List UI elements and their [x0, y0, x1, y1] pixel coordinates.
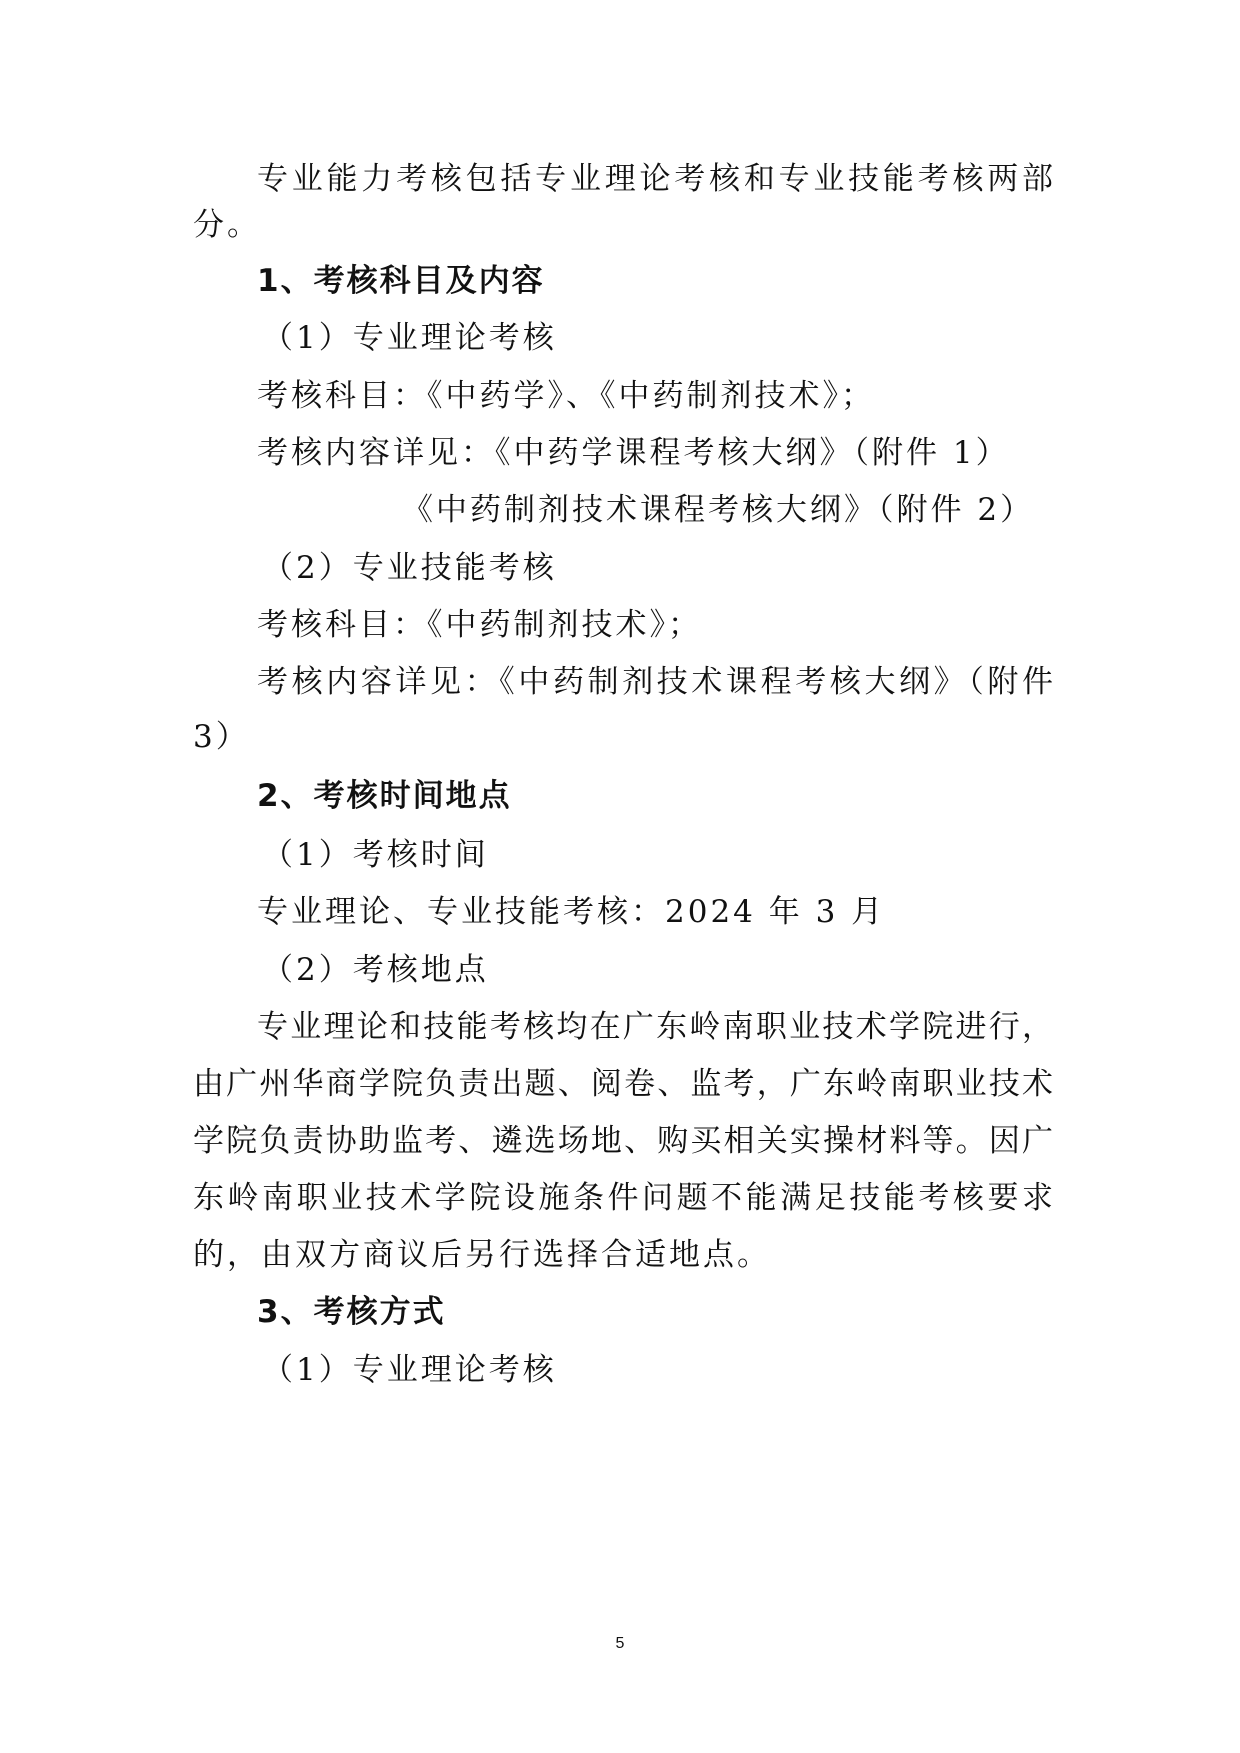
- paragraph-line: 的，由双方商议后另行选择合适地点。: [193, 1237, 771, 1273]
- subsection-heading: （1）考核时间: [262, 837, 489, 873]
- paragraph-line: 分。: [193, 207, 261, 243]
- section-heading: 2、考核时间地点: [257, 778, 512, 814]
- paragraph-line: 学院负责协助监考、遴选场地、购买相关实操材料等。因广: [193, 1123, 1053, 1159]
- subsection-heading: （1）专业理论考核: [262, 320, 557, 356]
- paragraph-line: 考核科目：《中药学》、《中药制剂技术》；: [257, 378, 875, 414]
- paragraph-line: 由广州华商学院负责出题、阅卷、监考，广东岭南职业技术: [193, 1066, 1053, 1102]
- subsection-heading: （2）专业技能考核: [262, 550, 557, 586]
- section-heading: 1、考核科目及内容: [257, 263, 545, 299]
- paragraph-line: 专业理论和技能考核均在广东岭南职业技术学院进行，: [257, 1009, 1053, 1045]
- section-heading: 3、考核方式: [257, 1294, 446, 1330]
- paragraph-line: 专业理论、专业技能考核：2024 年 3 月: [257, 894, 886, 930]
- subsection-heading: （1）专业理论考核: [262, 1352, 557, 1388]
- paragraph-line: 考核内容详见：《中药学课程考核大纲》（附件 1）: [257, 435, 1010, 471]
- page-number: 5: [615, 1635, 625, 1652]
- paragraph-line: 考核科目：《中药制剂技术》；: [257, 607, 702, 643]
- paragraph-line: 东岭南职业技术学院设施条件问题不能满足技能考核要求: [193, 1180, 1053, 1216]
- subsection-heading: （2）考核地点: [262, 952, 489, 988]
- paragraph-line: 专业能力考核包括专业理论考核和专业技能考核两部: [257, 161, 1053, 197]
- paragraph-line: 《中药制剂技术课程考核大纲》（附件 2）: [402, 492, 1035, 528]
- paragraph-line: 考核内容详见：《中药制剂技术课程考核大纲》（附件: [257, 664, 1053, 700]
- paragraph-line: 3）: [193, 719, 250, 755]
